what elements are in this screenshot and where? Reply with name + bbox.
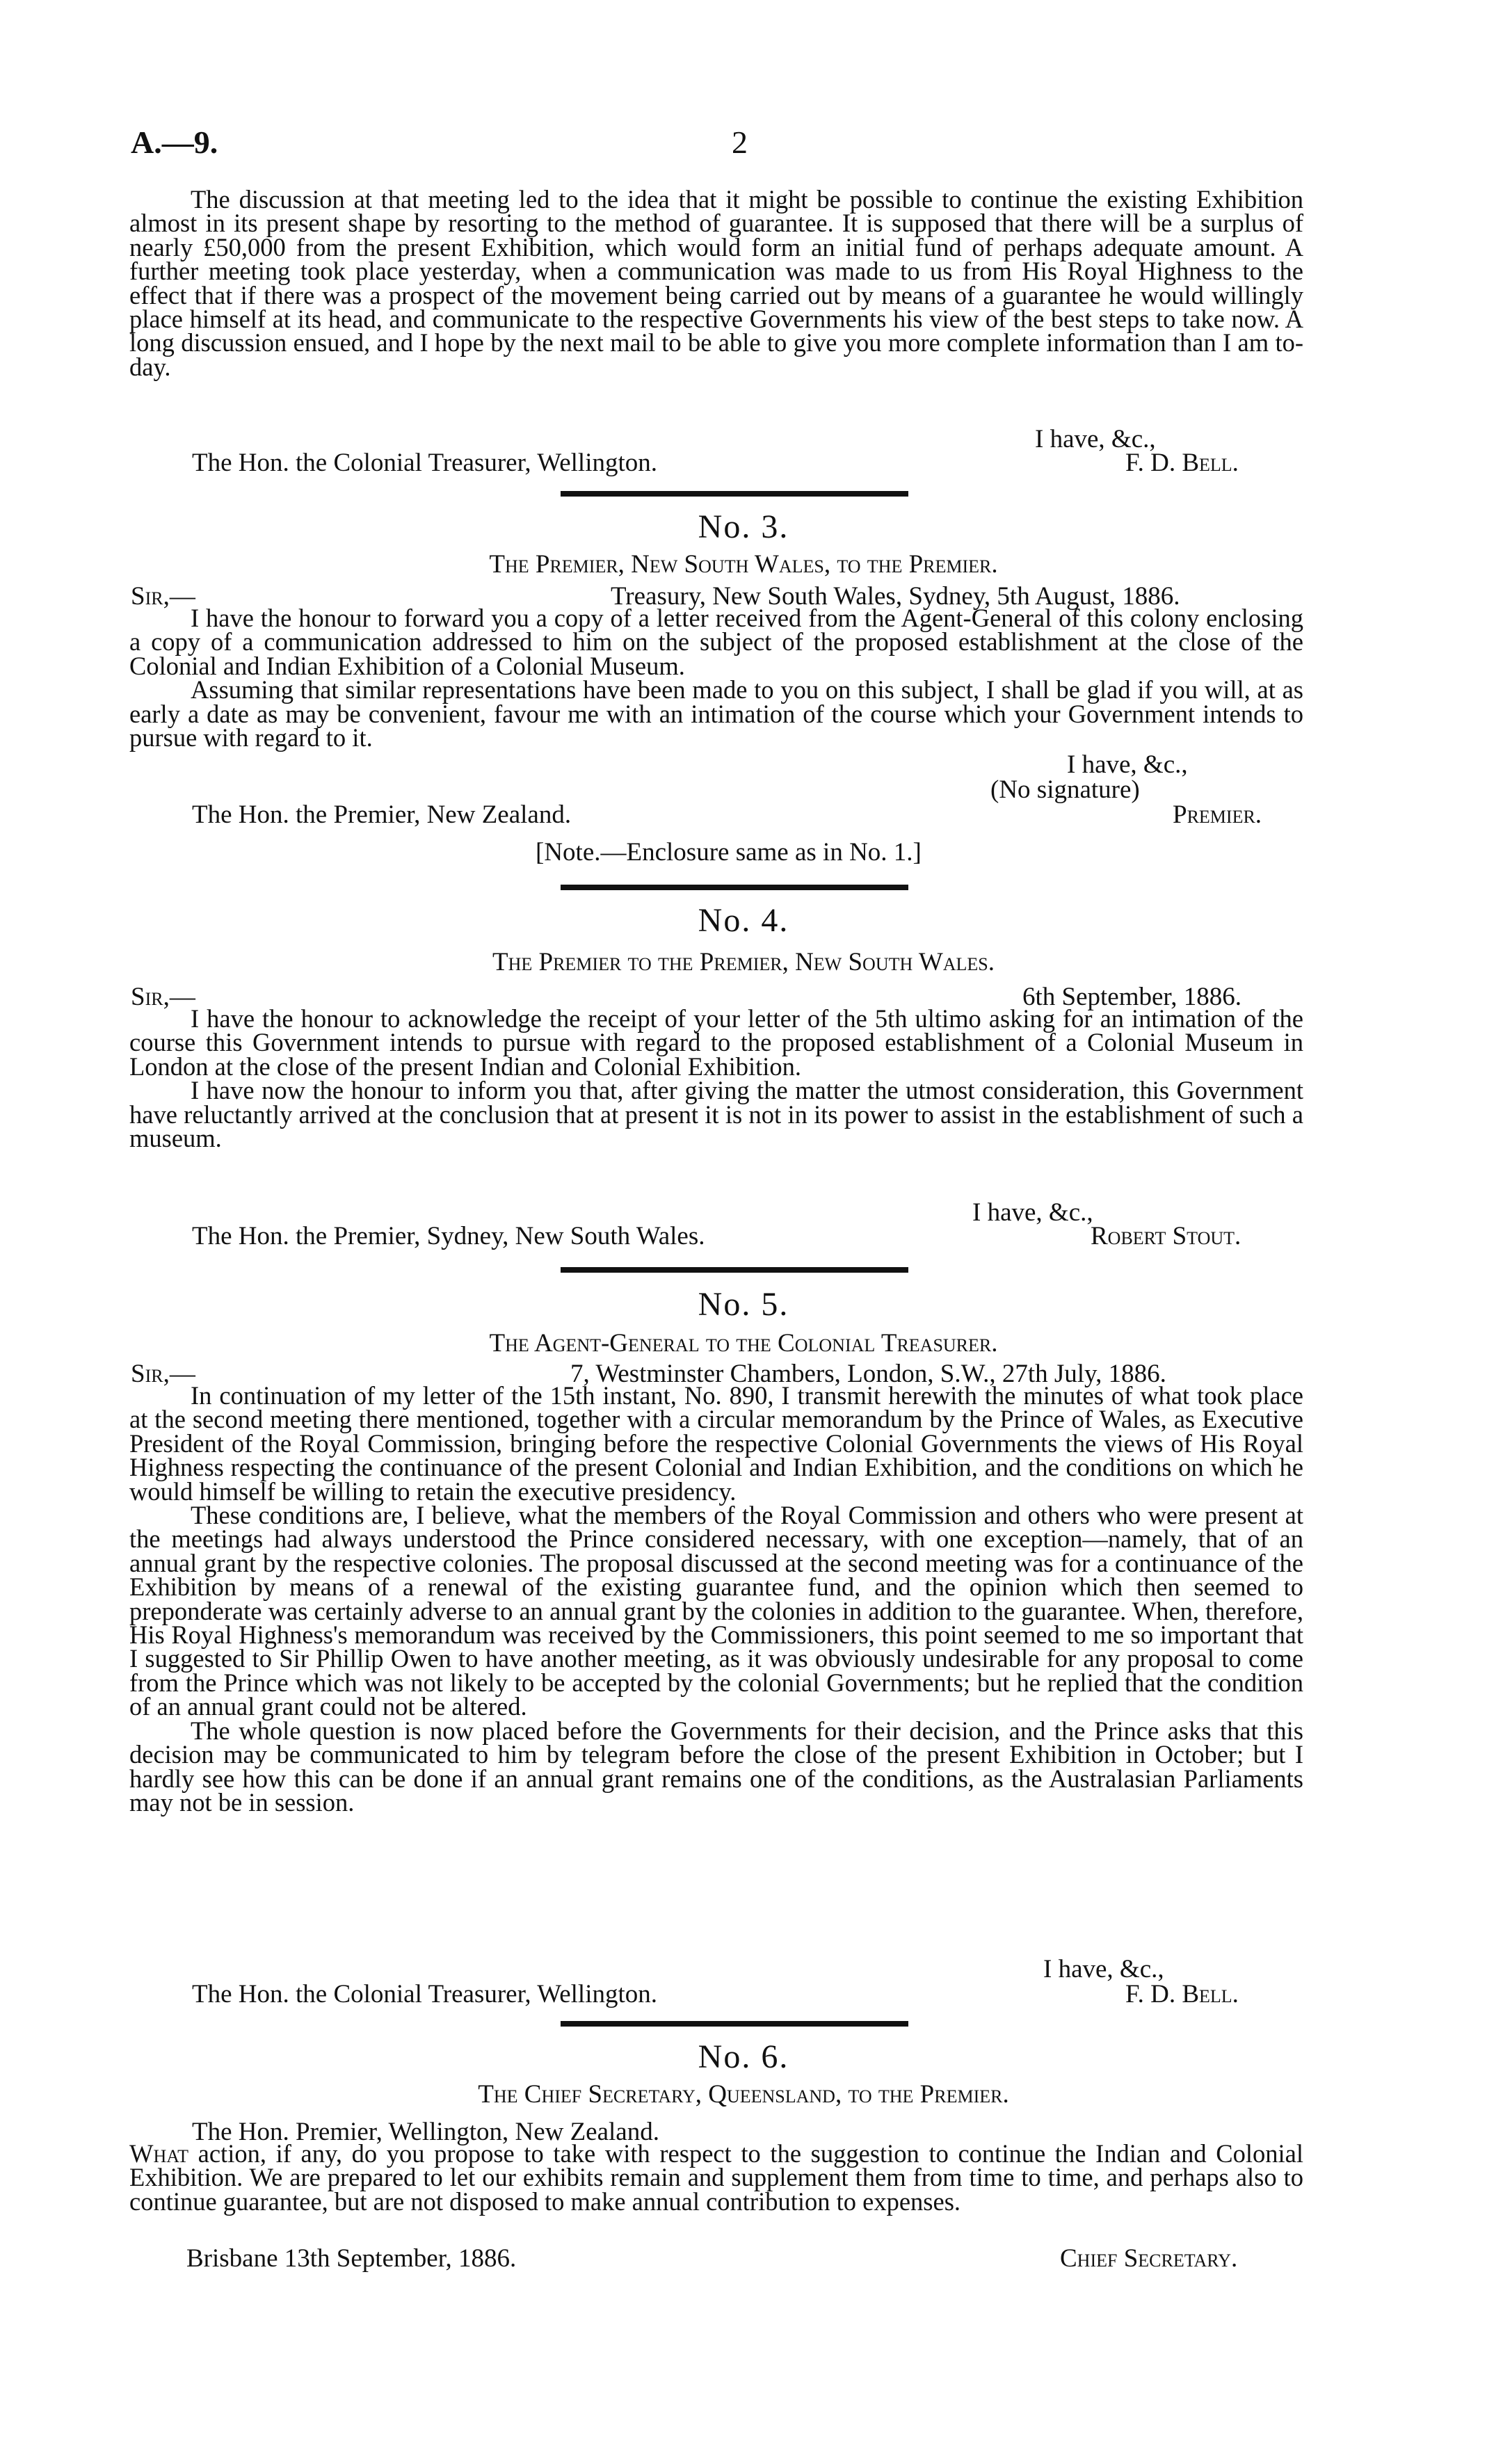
no3-dateline: Treasury, New South Wales, Sydney, 5th August, 1886. xyxy=(611,582,1180,611)
no4-paragraph-1: I have the honour to acknowledge the receipt of your letter of the 5th ultimo asking for an intimation of the course this Government intends to pursue with regard to the proposed establishment of a Colonial Museum in London at the close of the present Indian and Colonial Exhibition. xyxy=(129,1004,1303,1081)
no5-body xyxy=(129,1381,1303,1817)
no3-number: No. 3. xyxy=(698,508,789,545)
no4-dateline: 6th September, 1886. xyxy=(1022,983,1242,1011)
no5-addressee: The Hon. the Colonial Treasurer, Wellington. xyxy=(192,1980,657,2008)
no3-heading: The Premier, New South Wales, to the Premier. xyxy=(489,550,998,579)
section-divider xyxy=(561,2021,908,2027)
no4-number: No. 4. xyxy=(698,902,789,939)
no3-paragraph-1: I have the honour to forward you a copy of a letter received from the Agent-General of this colony enclosing a copy of a communication addressed to him on the subject of the proposed establishment at the close of the Colonial and Indian Exhibition of a Colonial Museum. xyxy=(129,604,1303,680)
no3-paragraph-2: Assuming that similar representations have been made to you on this subject, I shall be glad if you will, at as early a date as may be convenient, favour me with an intimation of the course which your Government intends to pursue with regard to it. xyxy=(129,675,1303,752)
no5-closing: I have, &c., xyxy=(1043,1955,1164,1983)
no5-heading: The Agent-General to the Colonial Treasurer. xyxy=(489,1329,998,1358)
no6-signature: Chief Secretary. xyxy=(1060,2244,1238,2273)
no6-heading: The Chief Secretary, Queensland, to the Premier. xyxy=(478,2080,1009,2109)
no3-note: [Note.—Enclosure same as in No. 1.] xyxy=(536,838,922,867)
no4-closing: I have, &c., xyxy=(972,1198,1093,1227)
intro-closing: I have, &c., xyxy=(1035,425,1156,453)
intro-addressee: The Hon. the Colonial Treasurer, Wellington. xyxy=(192,449,657,477)
document-reference: A.—9. xyxy=(131,124,218,160)
no3-signature: Premier. xyxy=(1173,800,1262,829)
no4-signature: Robert Stout. xyxy=(1091,1222,1241,1250)
no5-paragraph-3: The whole question is now placed before the Governments for their decision, and the Prince asks that this decision may be communicated to him by telegram before the close of the present Exhibition in October; but I hardly see how this can be done if an annual grant remains one of the conditions, as the Australasian Parliaments may not be in session. xyxy=(129,1716,1303,1817)
no3-no-signature: (No signature) xyxy=(990,775,1140,804)
no4-body xyxy=(129,1004,1303,1153)
intro-signature: F. D. Bell. xyxy=(1125,449,1239,477)
no6-paragraph xyxy=(129,2139,1303,2216)
no3-closing: I have, &c., xyxy=(1067,750,1188,779)
no6-lead-word: What xyxy=(129,2139,189,2168)
no3-addressee: The Hon. the Premier, New Zealand. xyxy=(192,800,572,829)
no5-paragraph-2: These conditions are, I believe, what the members of the Royal Commission and others who were present at the meetings had always understood the Prince considered necessary, with one exception—namely, that of an annual grant by the respective colonies. The proposal discussed at the second meeting was for a continuance of the Exhibition by means of a renewal of the existing guarantee fund, and the opinion which then seemed to preponderate was certainly adverse to an annual grant by the colonies in addition to the guarantee. When, therefore, His Royal Highness's memorandum was received by the Commissioners, this point seemed to me so important that I suggested to Sir Phillip Owen to have another meeting, as it was obviously undesirable for any proposal to come from the Prince which was not likely to be accepted by the colonial Governments; but he replied that the condition of an annual grant could not be altered. xyxy=(129,1501,1303,1721)
no6-body xyxy=(129,2139,1303,2216)
section-divider xyxy=(561,491,908,497)
no6-number: No. 6. xyxy=(698,2038,789,2075)
no4-addressee: The Hon. the Premier, Sydney, New South Wales. xyxy=(192,1222,705,1250)
no4-heading: The Premier to the Premier, New South Wales. xyxy=(492,948,995,976)
section-divider xyxy=(561,1267,908,1273)
no3-body xyxy=(129,606,1303,750)
no5-salutation: Sir,— xyxy=(131,1360,195,1388)
page-number: 2 xyxy=(732,124,748,160)
no5-signature: F. D. Bell. xyxy=(1125,1980,1239,2008)
no6-body-text: action, if any, do you propose to take with respect to the suggestion to continue the Indian and Colonial Exhibition. We are prepared to let our exhibits remain and supplement them from time to time, and perhaps also to continue guarantee, but are not disposed to make annual contribution to expenses. xyxy=(129,2139,1303,2216)
intro-letter xyxy=(129,185,1303,381)
no5-number: No. 5. xyxy=(698,1286,789,1323)
no6-dateline: Brisbane 13th September, 1886. xyxy=(186,2244,517,2273)
no6-addressee: The Hon. Premier, Wellington, New Zealand. xyxy=(192,2118,659,2146)
no5-dateline: 7, Westminster Chambers, London, S.W., 27th July, 1886. xyxy=(570,1360,1166,1388)
no3-salutation: Sir,— xyxy=(131,582,195,611)
no4-salutation: Sir,— xyxy=(131,983,195,1011)
section-divider xyxy=(561,885,908,890)
intro-paragraph: The discussion at that meeting led to the idea that it might be possible to continue the existing Exhibition almost in its present shape by resorting to the method of guarantee. It is supposed that there will be a surplus of nearly £50,000 from the present Exhibition, which would form an initial fund of perhaps adequate amount. A further meeting took place yesterday, when a communication was made to us from His Royal Highness to the effect that if there was a prospect of the movement being carried out by means of a guarantee he would willingly place himself at its head, and communicate to the respective Governments his view of the best steps to take now. A long discussion ensued, and I hope by the next mail to be able to give you more complete information than I am to-day. xyxy=(129,185,1303,381)
no5-paragraph-1: In continuation of my letter of the 15th instant, No. 890, I transmit herewith the minutes of what took place at the second meeting there mentioned, together with a circular memorandum by the Prince of Wales, as Executive President of the Royal Commission, bringing before the respective Colonial Governments the views of His Royal Highness respecting the continuance of the present Colonial and Indian Exhibition, and the conditions on which he would himself be willing to retain the executive presidency. xyxy=(129,1381,1303,1506)
no4-paragraph-2: I have now the honour to inform you that, after giving the matter the utmost consideration, this Government have reluctantly arrived at the conclusion that at present it is not in its power to assist in the establishment of such a museum. xyxy=(129,1076,1303,1153)
